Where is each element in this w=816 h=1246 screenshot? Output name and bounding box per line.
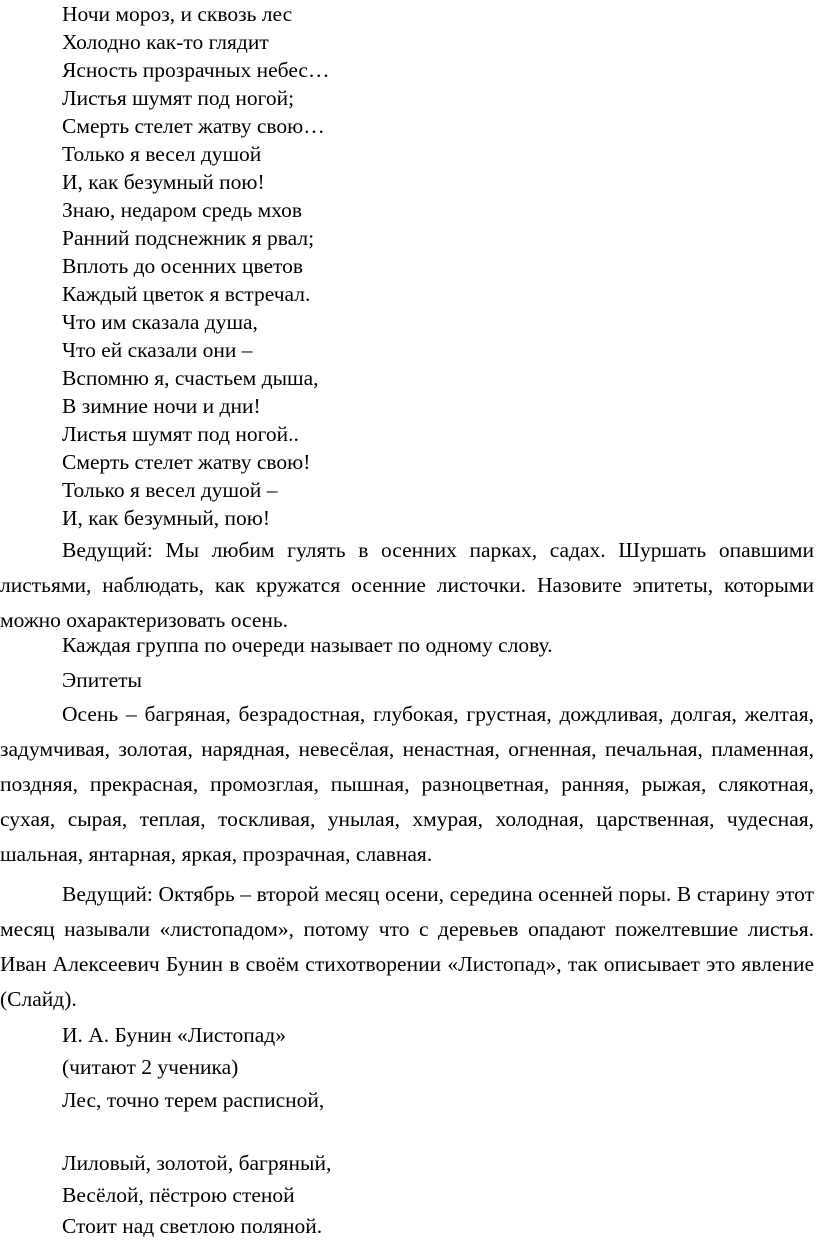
host-paragraph: Ведущий: Мы любим гулять в осенних парках, садах. Шуршать опавшими листьями, наблюдать, как кружатся осенние листочки. Назовите эпитеты, которыми можно охарактеризовать осень. <box>0 538 814 632</box>
poem-line: Лес, точно терем расписной, <box>62 1088 325 1112</box>
poem-line: Ранний подснежник я рвал; <box>62 226 315 250</box>
poem-line: И, как безумный пою! <box>62 170 265 194</box>
poem-line: Знаю, недаром средь мхов <box>62 198 303 222</box>
poem-line: Вспомню я, счастьем дыша, <box>62 366 319 390</box>
readers-note: (читают 2 ученика) <box>62 1055 239 1079</box>
poem-line: Что ей сказали они – <box>62 338 253 362</box>
poem-line: Только я весел душой <box>62 142 262 166</box>
poem-line: Лиловый, золотой, багряный, <box>62 1151 332 1175</box>
epithets-heading: Эпитеты <box>62 668 142 692</box>
poem-line: Вплоть до осенних цветов <box>62 254 304 278</box>
poem-line: Холодно как-то глядит <box>62 30 269 54</box>
poem-line: Ночи мороз, и сквозь лес <box>62 2 293 26</box>
poem-line: Листья шумят под ногой; <box>62 86 295 110</box>
poem-line: Ясность прозрачных небес… <box>62 58 330 82</box>
poem-line: Смерть стелет жатву свою… <box>62 114 325 138</box>
poem-title: И. А. Бунин «Листопад» <box>62 1023 286 1047</box>
poem-line: Каждый цветок я встречал. <box>62 282 311 306</box>
poem-line: Только я весел душой – <box>62 478 278 502</box>
epithets-paragraph: Осень – багряная, безрадостная, глубокая, грустная, дождливая, долгая, желтая, задумчивая, золотая, нарядная, невесёлая, ненастная, огненная, печальная, пламенная, поздняя, прекрасная, промозглая, пышная, разноцветная, ранняя, рыжая, слякотная, сухая, сырая, теплая, тоскливая, унылая, хмурая, холодная, царственная, чудесная, шальная, янтарная, яркая, прозрачная, славная. <box>0 702 814 866</box>
poem-line: Весёлой, пёстрою стеной <box>62 1183 295 1207</box>
group-instruction: Каждая группа по очереди называет по одному слову. <box>62 633 553 657</box>
poem-line: Листья шумят под ногой.. <box>62 422 299 446</box>
poem-line: Что им сказала душа, <box>62 310 258 334</box>
poem-line: И, как безумный, пою! <box>62 506 271 530</box>
poem-line: Стоит над светлою поляной. <box>62 1214 323 1238</box>
host-paragraph: Ведущий: Октябрь – второй месяц осени, середина осенней поры. В старину этот месяц называли «листопадом», потому что с деревьев опадают пожелтевшие листья. Иван Алексеевич Бунин в своём стихотворении «Листопад», так описывает это явление (Слайд). <box>0 882 814 1011</box>
poem-line: Смерть стелет жатву свою! <box>62 450 311 474</box>
poem-line: В зимние ночи и дни! <box>62 394 261 418</box>
